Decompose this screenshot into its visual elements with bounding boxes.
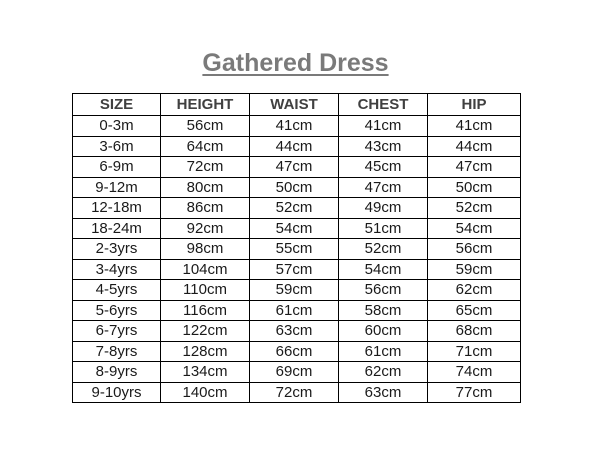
cell-hip: 74cm [428, 362, 521, 383]
cell-chest: 54cm [339, 259, 428, 280]
table-body [73, 116, 521, 403]
table-row [73, 136, 521, 157]
cell-hip: 50cm [428, 177, 521, 198]
cell-chest: 62cm [339, 362, 428, 383]
cell-size: 9-10yrs [73, 382, 161, 403]
cell-height: 72cm [161, 157, 250, 178]
cell-size: 9-12m [73, 177, 161, 198]
cell-chest: 58cm [339, 300, 428, 321]
cell-size: 6-7yrs [73, 321, 161, 342]
table-row [73, 198, 521, 219]
cell-waist: 57cm [250, 259, 339, 280]
table-header-row [73, 94, 521, 116]
cell-height: 122cm [161, 321, 250, 342]
cell-waist: 66cm [250, 341, 339, 362]
size-chart-table [72, 93, 521, 403]
cell-size: 0-3m [73, 116, 161, 137]
cell-hip: 52cm [428, 198, 521, 219]
column-header-waist: WAIST [250, 94, 339, 116]
cell-waist: 61cm [250, 300, 339, 321]
cell-chest: 63cm [339, 382, 428, 403]
cell-size: 6-9m [73, 157, 161, 178]
cell-height: 128cm [161, 341, 250, 362]
cell-hip: 68cm [428, 321, 521, 342]
cell-waist: 69cm [250, 362, 339, 383]
table-row [73, 382, 521, 403]
cell-height: 134cm [161, 362, 250, 383]
cell-waist: 47cm [250, 157, 339, 178]
cell-height: 140cm [161, 382, 250, 403]
cell-chest: 49cm [339, 198, 428, 219]
table-row [73, 116, 521, 137]
cell-chest: 45cm [339, 157, 428, 178]
cell-hip: 62cm [428, 280, 521, 301]
cell-chest: 61cm [339, 341, 428, 362]
cell-height: 80cm [161, 177, 250, 198]
cell-height: 92cm [161, 218, 250, 239]
cell-hip: 47cm [428, 157, 521, 178]
table-row [73, 280, 521, 301]
table-row [73, 157, 521, 178]
cell-chest: 60cm [339, 321, 428, 342]
cell-waist: 59cm [250, 280, 339, 301]
table-row [73, 341, 521, 362]
cell-chest: 41cm [339, 116, 428, 137]
page-title: Gathered Dress [202, 49, 389, 77]
cell-size: 12-18m [73, 198, 161, 219]
cell-size: 2-3yrs [73, 239, 161, 260]
column-header-height: HEIGHT [161, 94, 250, 116]
cell-height: 98cm [161, 239, 250, 260]
cell-waist: 55cm [250, 239, 339, 260]
table-row [73, 239, 521, 260]
cell-hip: 41cm [428, 116, 521, 137]
cell-chest: 56cm [339, 280, 428, 301]
cell-hip: 44cm [428, 136, 521, 157]
cell-size: 8-9yrs [73, 362, 161, 383]
table-row [73, 177, 521, 198]
cell-waist: 44cm [250, 136, 339, 157]
cell-size: 5-6yrs [73, 300, 161, 321]
cell-size: 4-5yrs [73, 280, 161, 301]
table-row [73, 321, 521, 342]
cell-waist: 50cm [250, 177, 339, 198]
cell-height: 116cm [161, 300, 250, 321]
cell-size: 18-24m [73, 218, 161, 239]
cell-hip: 71cm [428, 341, 521, 362]
table-row [73, 362, 521, 383]
cell-waist: 54cm [250, 218, 339, 239]
cell-size: 3-6m [73, 136, 161, 157]
table-row [73, 218, 521, 239]
cell-chest: 43cm [339, 136, 428, 157]
cell-chest: 52cm [339, 239, 428, 260]
column-header-chest: CHEST [339, 94, 428, 116]
cell-hip: 54cm [428, 218, 521, 239]
cell-waist: 63cm [250, 321, 339, 342]
cell-size: 7-8yrs [73, 341, 161, 362]
cell-hip: 77cm [428, 382, 521, 403]
table-row [73, 300, 521, 321]
cell-waist: 72cm [250, 382, 339, 403]
cell-height: 110cm [161, 280, 250, 301]
table-row [73, 259, 521, 280]
cell-height: 86cm [161, 198, 250, 219]
cell-hip: 56cm [428, 239, 521, 260]
column-header-size: SIZE [73, 94, 161, 116]
cell-chest: 47cm [339, 177, 428, 198]
cell-size: 3-4yrs [73, 259, 161, 280]
column-header-hip: HIP [428, 94, 521, 116]
cell-height: 64cm [161, 136, 250, 157]
cell-height: 56cm [161, 116, 250, 137]
cell-hip: 59cm [428, 259, 521, 280]
cell-height: 104cm [161, 259, 250, 280]
cell-chest: 51cm [339, 218, 428, 239]
cell-hip: 65cm [428, 300, 521, 321]
cell-waist: 52cm [250, 198, 339, 219]
cell-waist: 41cm [250, 116, 339, 137]
